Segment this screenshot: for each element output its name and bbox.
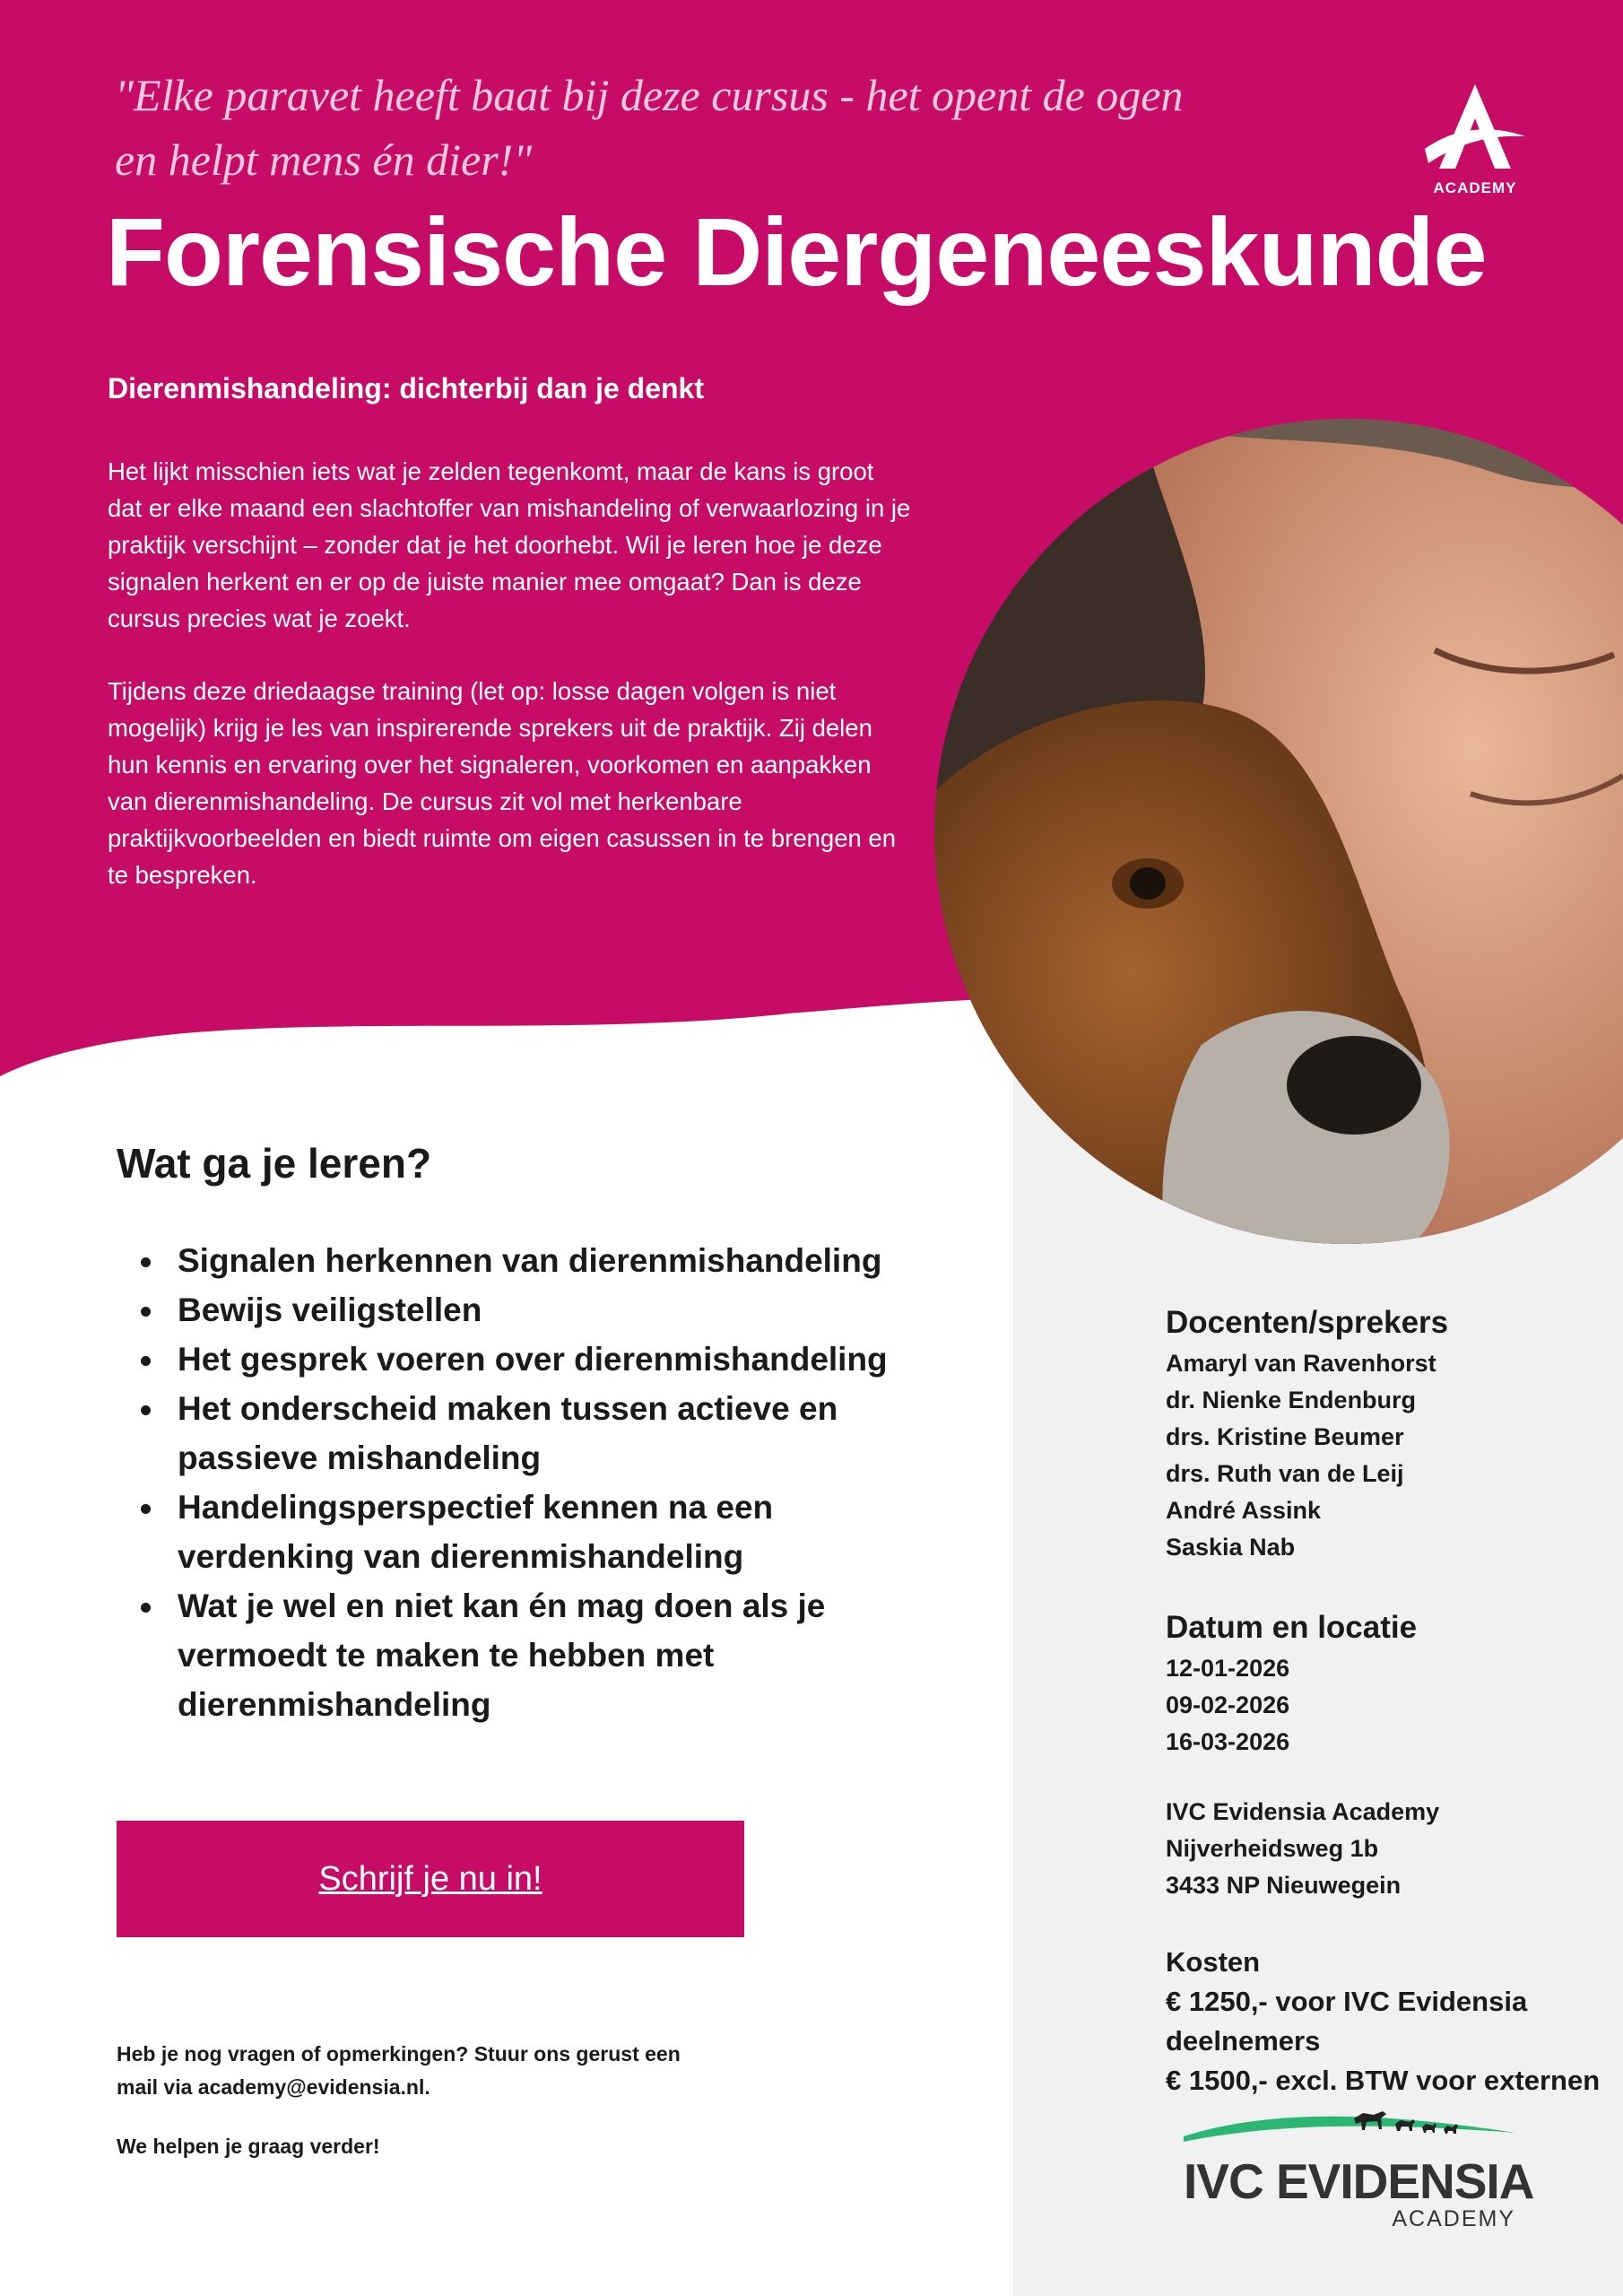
location-name: IVC Evidensia Academy xyxy=(1166,1798,1440,1825)
course-date: 09-02-2026 xyxy=(1166,1692,1290,1718)
page-subtitle: Dierenmishandeling: dichterbij dan je denkt xyxy=(108,372,704,404)
dates-title: Datum en locatie xyxy=(1166,1610,1418,1645)
cost-internal: € 1250,- voor IVC Evidensia xyxy=(1166,1986,1528,2017)
cost-external: € 1500,- excl. BTW voor externen xyxy=(1166,2065,1601,2096)
learn-item: Het gesprek voeren over dierenmishandeling xyxy=(0,1335,913,1384)
learn-section-title: Wat ga je leren? xyxy=(117,1140,432,1187)
costs-section xyxy=(1166,1943,1614,2100)
course-date: 12-01-2026 xyxy=(1166,1655,1290,1682)
learn-item: Wat je wel en niet kan én mag doen als je vermoedt te maken te hebben met dierenmishandeling xyxy=(0,1581,913,1729)
woman-hugging-dog-photo xyxy=(933,417,1623,1247)
academy-a-icon xyxy=(1421,79,1529,178)
dates-section xyxy=(1166,1605,1614,1761)
contact-question: Heb je nog vragen of opmerkingen? Stuur ons gerust een mail via xyxy=(117,2042,681,2099)
speakers-section xyxy=(1166,1300,1614,1566)
speaker-name: dr. Nienke Endenburg xyxy=(1166,1387,1417,1413)
speaker-name: drs. Kristine Beumer xyxy=(1166,1423,1404,1450)
testimonial-quote: "Elke paravet heeft baat bij deze cursus - het opent de ogen en helpt mens én dier!" xyxy=(115,70,1184,185)
animals-arc-icon xyxy=(1184,2106,1515,2156)
speaker-name: André Assink xyxy=(1166,1497,1322,1524)
learn-item: Bewijs veiligstellen xyxy=(0,1285,913,1335)
learn-item: Handelingsperspectief kennen na een verdenking van dierenmishandeling xyxy=(0,1483,913,1581)
contact-text xyxy=(117,2038,690,2104)
contact-email-link[interactable]: academy@evidensia.nl. xyxy=(197,2075,430,2099)
learn-item: Het onderscheid maken tussen actieve en passieve mishandeling xyxy=(0,1384,913,1483)
speaker-name: drs. Ruth van de Leij xyxy=(1166,1460,1404,1487)
academy-logo-text: ACADEMY xyxy=(1433,179,1517,196)
cost-internal-cont: deelnemers xyxy=(1166,2025,1321,2057)
intro-paragraph-1: Het lijkt misschien iets wat je zelden tegenkomt, maar de kans is groot dat er elke maand een slachtoffer van mishandeling of verwaarlozing in je praktijk verschijnt – zonder dat je het doorhebt. Wil je leren hoe je deze signalen herkent en er op de juiste manier mee omgaat? Dan is deze cursus precies wat je zoekt. xyxy=(108,457,911,632)
academy-logo xyxy=(1421,79,1529,196)
ivc-brand-name: IVC EVIDENSIA xyxy=(1184,2153,1534,2209)
learn-list xyxy=(0,1236,897,1729)
location-section xyxy=(1166,1794,1614,1904)
signup-button-label: Schrijf je nu in! xyxy=(318,1859,542,1898)
signup-button[interactable] xyxy=(117,1821,744,1937)
learn-item: Signalen herkennen van dierenmishandeling xyxy=(0,1236,913,1285)
speaker-name: Amaryl van Ravenhorst xyxy=(1166,1350,1436,1377)
page-title: Forensische Diergeneeskunde xyxy=(106,197,1487,306)
ivc-brand-sub: ACADEMY xyxy=(1392,2206,1515,2231)
intro-paragraph-2: Tijdens deze driedaagse training (let op: losse dagen volgen is niet mogelijk) krijg je les van inspirerende sprekers uit de praktijk. Zij delen hun kennis en ervaring over het signaleren, voorkomen en aanpakken van dierenmishandeling. De cursus zit vol met herkenbare praktijkvoorbeelden en biedt ruimte om eigen casussen in te brengen en te bespreken. xyxy=(108,677,897,889)
speaker-name: Saskia Nab xyxy=(1166,1534,1296,1561)
costs-title: Kosten xyxy=(1166,1946,1261,1978)
help-text: We helpen je graag verder! xyxy=(117,2135,380,2158)
ivc-evidensia-logo xyxy=(1184,2106,1534,2231)
course-date: 16-03-2026 xyxy=(1166,1728,1290,1755)
location-street: Nijverheidsweg 1b xyxy=(1166,1835,1379,1862)
location-city: 3433 NP Nieuwegein xyxy=(1166,1872,1402,1899)
speakers-title: Docenten/sprekers xyxy=(1166,1305,1449,1340)
